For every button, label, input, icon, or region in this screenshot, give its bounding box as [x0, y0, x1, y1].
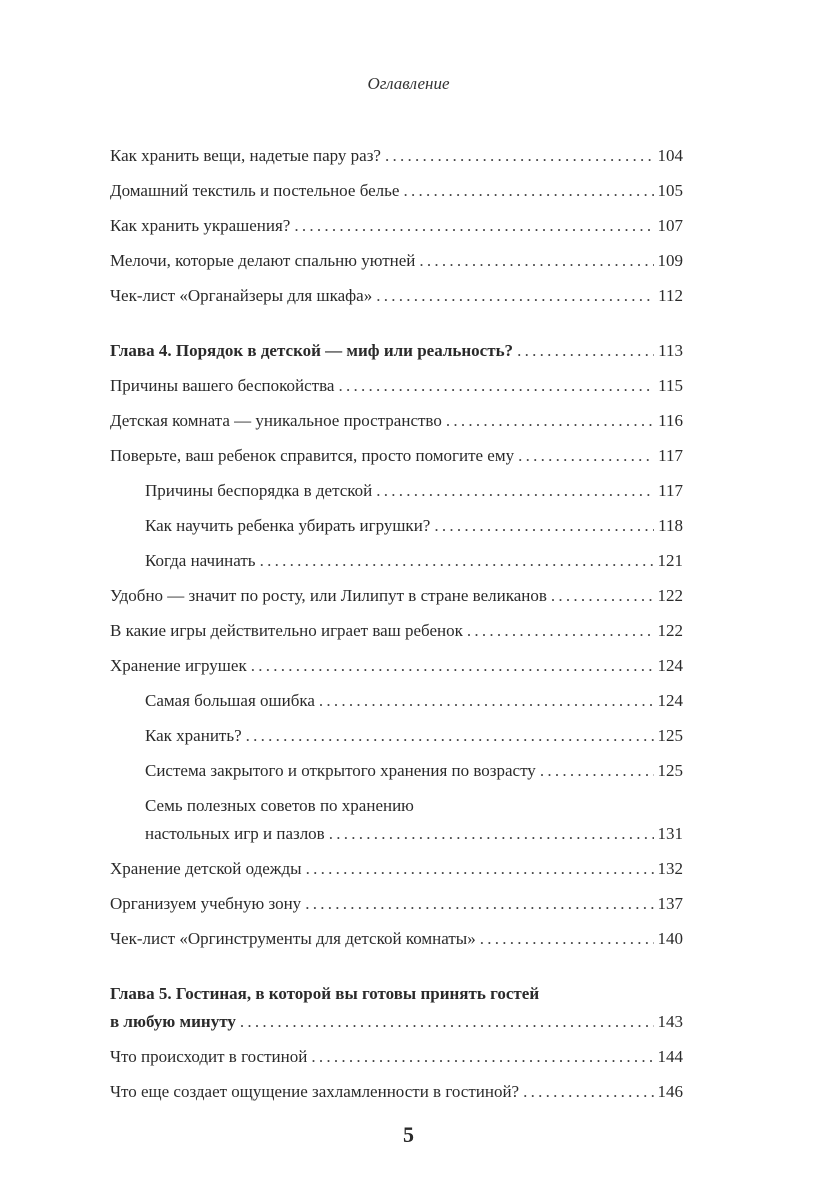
toc-page-number: 117 [658, 481, 683, 500]
dot-leader [260, 547, 654, 575]
toc-entry[interactable] [110, 477, 683, 512]
toc-entry-title: Самая большая ошибка [145, 691, 315, 710]
toc-page-number: 124 [657, 656, 683, 675]
toc-entry[interactable] [110, 212, 683, 247]
dot-leader [540, 757, 654, 785]
dot-leader [251, 652, 654, 680]
toc-entry-title: Что еще создает ощущение захламленности в гостиной? [110, 1082, 520, 1101]
toc-page-number: 117 [658, 446, 683, 465]
dot-leader [306, 855, 654, 883]
toc-page-number: 112 [658, 286, 683, 305]
dot-leader [338, 372, 654, 400]
toc-entry-title: Когда начинать [145, 551, 256, 570]
dot-leader [434, 512, 654, 540]
toc-entry[interactable] [110, 1043, 683, 1078]
toc-page-number: 121 [657, 551, 683, 570]
toc-chapter[interactable] [110, 337, 683, 372]
toc-entry-title: Мелочи, которые делают спальню уютней [110, 251, 416, 270]
dot-leader [419, 247, 653, 275]
toc-entry-title: Поверьте, ваш ребенок справится, просто помогите ему [110, 446, 515, 465]
toc-entry-title: настольных игр и пазлов [145, 824, 325, 843]
toc-entry-title: в любую минуту [110, 1012, 236, 1031]
dot-leader [517, 337, 654, 365]
toc-entry-title: Домашний текстиль и постельное белье [110, 181, 400, 200]
toc-entry-title: Детская комната — уникальное пространство [110, 411, 442, 430]
toc-entry-title: Как хранить украшения? [110, 216, 291, 235]
toc-entry[interactable] [110, 372, 683, 407]
toc-page-number: 131 [657, 824, 683, 843]
dot-leader [551, 582, 654, 610]
dot-leader [403, 177, 653, 205]
dot-leader [376, 282, 654, 310]
dot-leader [329, 820, 654, 848]
toc-entry[interactable] [110, 512, 683, 547]
toc-entry[interactable] [110, 282, 683, 317]
dot-leader [240, 1008, 654, 1036]
toc-page-number: 109 [657, 251, 683, 270]
toc-entry-title: Удобно — значит по росту, или Лилипут в стране великанов [110, 586, 547, 605]
toc-entry-title: Причины беспорядка в детской [145, 481, 373, 500]
toc-page-number: 132 [657, 859, 683, 878]
toc-page-number: 140 [657, 929, 683, 948]
toc-entry-title: Что происходит в гостиной [110, 1047, 308, 1066]
toc-entry-title: Как научить ребенка убирать игрушки? [145, 516, 431, 535]
toc-chapter[interactable] [110, 1008, 683, 1043]
running-header: Оглавление [367, 74, 450, 93]
toc-entry[interactable] [110, 757, 683, 792]
toc-entry-title: Семь полезных советов по хранению [145, 796, 414, 815]
toc-page-number: 113 [658, 341, 683, 360]
toc-page-number: 122 [657, 621, 683, 640]
toc-entry-title: Как хранить? [145, 726, 242, 745]
toc-entry-line [110, 792, 683, 820]
toc-entry-title: Организуем учебную зону [110, 894, 302, 913]
toc-page-number: 122 [657, 586, 683, 605]
toc-entry[interactable] [110, 582, 683, 617]
toc-entry[interactable] [110, 722, 683, 757]
dot-leader [385, 142, 654, 170]
toc-entry-title: В какие игры действительно играет ваш ребенок [110, 621, 463, 640]
dot-leader [376, 477, 654, 505]
toc-entry[interactable] [110, 652, 683, 687]
toc-entry-title: Хранение детской одежды [110, 859, 302, 878]
toc-entry-title: Причины вашего беспокойства [110, 376, 335, 395]
toc-page-number: 104 [657, 146, 683, 165]
toc-page-number: 143 [657, 1012, 683, 1031]
toc-page-number: 107 [657, 216, 683, 235]
toc-entry[interactable] [110, 177, 683, 212]
toc-page-number: 146 [657, 1082, 683, 1101]
toc-entry-title: Чек-лист «Оргинструменты для детской комнаты» [110, 929, 476, 948]
page-number: 5 [403, 1122, 414, 1147]
toc-entry-title: Система закрытого и открытого хранения по возрасту [145, 761, 536, 780]
dot-leader [305, 890, 653, 918]
table-of-contents [110, 142, 683, 1113]
toc-chapter-line [110, 980, 683, 1008]
dot-leader [446, 407, 654, 435]
toc-entry[interactable] [110, 820, 683, 855]
toc-page-number: 118 [658, 516, 683, 535]
toc-page-number: 144 [657, 1047, 683, 1066]
toc-page-number: 124 [657, 691, 683, 710]
dot-leader [311, 1043, 653, 1071]
dot-leader [467, 617, 654, 645]
toc-page-number: 125 [657, 726, 683, 745]
toc-entry[interactable] [110, 142, 683, 177]
toc-entry[interactable] [110, 547, 683, 582]
toc-entry[interactable] [110, 925, 683, 960]
toc-page-number: 125 [657, 761, 683, 780]
dot-leader [518, 442, 654, 470]
dot-leader [480, 925, 654, 953]
toc-entry[interactable] [110, 687, 683, 722]
toc-entry-title: Как хранить вещи, надетые пару раз? [110, 146, 381, 165]
toc-entry-title: Хранение игрушек [110, 656, 247, 675]
toc-entry[interactable] [110, 617, 683, 652]
toc-entry[interactable] [110, 407, 683, 442]
toc-entry-title: Глава 5. Гостиная, в которой вы готовы принять гостей [110, 984, 540, 1003]
dot-leader [246, 722, 654, 750]
toc-entry-title: Чек-лист «Органайзеры для шкафа» [110, 286, 373, 305]
toc-entry[interactable] [110, 855, 683, 890]
toc-page-number: 105 [657, 181, 683, 200]
dot-leader [523, 1078, 653, 1106]
dot-leader [319, 687, 654, 715]
toc-entry[interactable] [110, 890, 683, 925]
toc-entry-title: Глава 4. Порядок в детской — миф или реальность? [110, 341, 514, 360]
toc-entry[interactable] [110, 247, 683, 282]
toc-entry[interactable] [110, 1078, 683, 1113]
dot-leader [294, 212, 653, 240]
toc-page-number: 115 [658, 376, 683, 395]
toc-page-number: 137 [657, 894, 683, 913]
toc-entry[interactable] [110, 442, 683, 477]
toc-page-number: 116 [658, 411, 683, 430]
